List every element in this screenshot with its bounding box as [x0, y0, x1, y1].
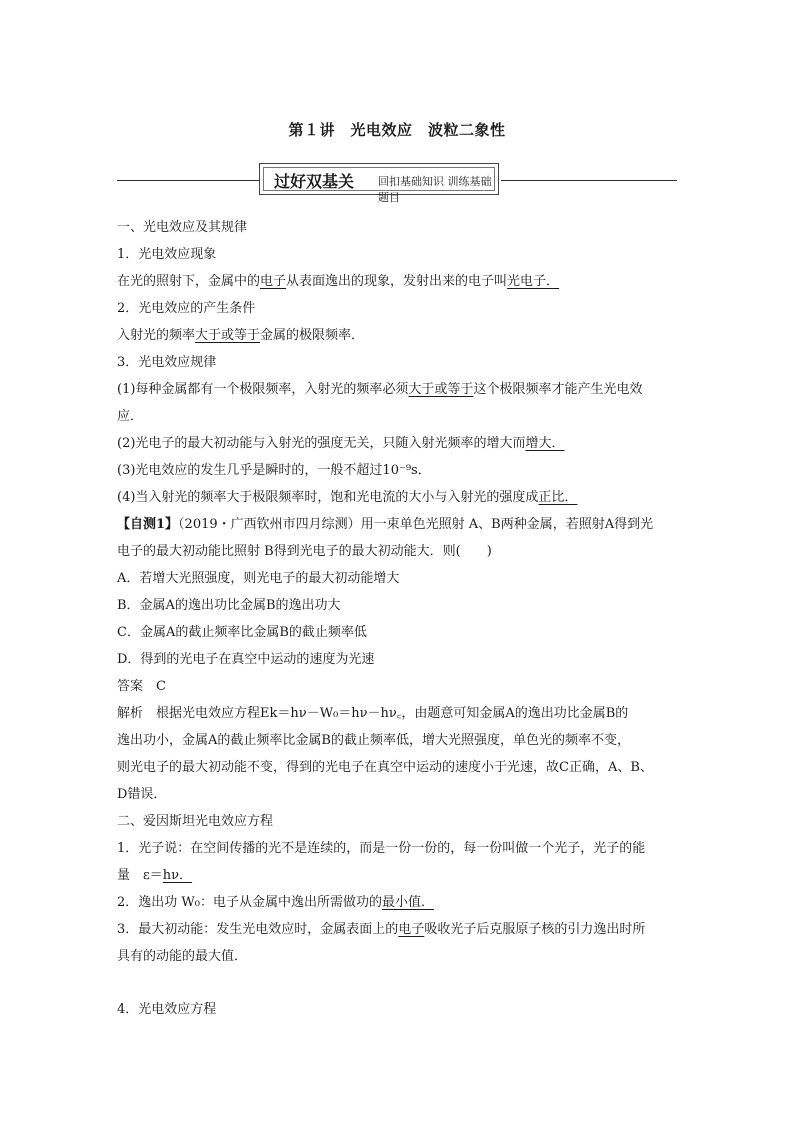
self-test-tag: 【自测1】: [117, 517, 179, 532]
item-2-heading: 2．光电效应的产生条件: [117, 301, 256, 316]
photon-theory-cont: 量 ε＝hν．: [117, 868, 193, 883]
self-test-question: 【自测1】（2019・广西钦州市四月综测）用一束单色光照射 A、B两种金属，若照射A得到光: [117, 517, 654, 532]
item-4-heading: 4．光电效应方程: [117, 1002, 217, 1017]
blank-answer: 正比．: [538, 490, 578, 505]
option-b: B．金属A的逸出功比金属B的逸出功大: [117, 598, 341, 613]
max-kinetic-energy-cont: 具有的动能的最大值．: [117, 949, 248, 964]
self-test-question-cont: 电子的最大初动能比照射 B得到光电子的最大初动能大．则( ): [117, 544, 492, 559]
answer-line: 答案 C: [117, 679, 166, 694]
blank-answer: hν．: [162, 868, 193, 883]
page-title: 第１讲 光电效应 波粒二象性: [288, 121, 506, 139]
banner-main-text: 过好双基关: [274, 172, 355, 191]
answer-value: C: [156, 679, 166, 694]
rule-3: (3)光电效应的发生几乎是瞬时的，一般不超过10⁻⁹s．: [117, 463, 431, 478]
rule-2: (2)光电子的最大初动能与入射光的强度无关，只随入射光频率的增大而增大．: [117, 436, 565, 451]
item-1-text: 在光的照射下，金属中的电子从表面逸出的现象，发射出来的电子叫光电子．: [117, 274, 560, 289]
blank-answer: 最小值．: [382, 895, 435, 910]
blank-answer: 电子: [398, 922, 425, 937]
blank-answer: 增大．: [525, 436, 565, 451]
work-function: 2．逸出功 W₀：电子从金属中逸出所需做功的最小值．: [117, 895, 435, 910]
option-d: D．得到的光电子在真空中运动的速度为光速: [117, 652, 375, 667]
option-a: A．若增大光照强度，则光电子的最大初动能增大: [117, 571, 400, 586]
item-3-heading: 3．光电效应规律: [117, 355, 217, 370]
rule-1: (1)每种金属都有一个极限频率，入射光的频率必须大于或等于这个极限频率才能产生光电效: [117, 382, 643, 397]
explanation-line-1: 解析 根据光电效应方程Ek＝hν－W₀＝hν－hν꜀，由题意可知金属A的逸出功比金属B的: [117, 706, 629, 721]
document-body: [117, 214, 679, 1023]
photon-theory: 1．光子说：在空间传播的光不是连续的，而是一份一份的，每一份叫做一个光子，光子的能: [117, 841, 646, 856]
section-banner: [117, 163, 677, 204]
banner-rule-left: [117, 180, 259, 181]
explanation-line-2: 逸出功小，金属A的截止频率比金属B的截止频率低，增大光照强度，单色光的频率不变，: [117, 733, 630, 748]
blank-answer: 大于或等于: [408, 382, 474, 397]
banner-box: [259, 163, 499, 204]
rule-1-cont: 应．: [117, 409, 144, 424]
banner-sub-text: 回扣基础知识 训练基础题目: [378, 175, 492, 204]
blank-answer: 光电子．: [507, 274, 560, 289]
max-kinetic-energy: 3．最大初动能：发生光电效应时，金属表面上的电子吸收光子后克服原子核的引力逸出时所: [117, 922, 646, 937]
banner-rule-right: [501, 180, 677, 181]
section-2-heading: 二、爱因斯坦光电效应方程: [117, 814, 274, 829]
rule-4: (4)当入射光的频率大于极限频率时，饱和光电流的大小与入射光的强度成正比．: [117, 490, 578, 505]
explanation-line-4: D错误．: [117, 787, 167, 802]
item-2-text: 入射光的频率大于或等于金属的极限频率．: [117, 328, 365, 343]
blank-answer: 电子: [260, 274, 287, 289]
section-1-heading: 一、光电效应及其规律: [117, 220, 248, 235]
formula: Ek＝hν－W₀＝hν－hν꜀: [260, 706, 402, 721]
item-1-heading: 1．光电效应现象: [117, 247, 217, 262]
blank-answer: 大于或等于: [195, 328, 261, 343]
explanation-line-3: 则光电子的最大初动能不变，得到的光电子在真空中运动的速度小于光速，故C正确，A、B、: [117, 760, 653, 775]
option-c: C．金属A的截止频率比金属B的截止频率低: [117, 625, 367, 640]
